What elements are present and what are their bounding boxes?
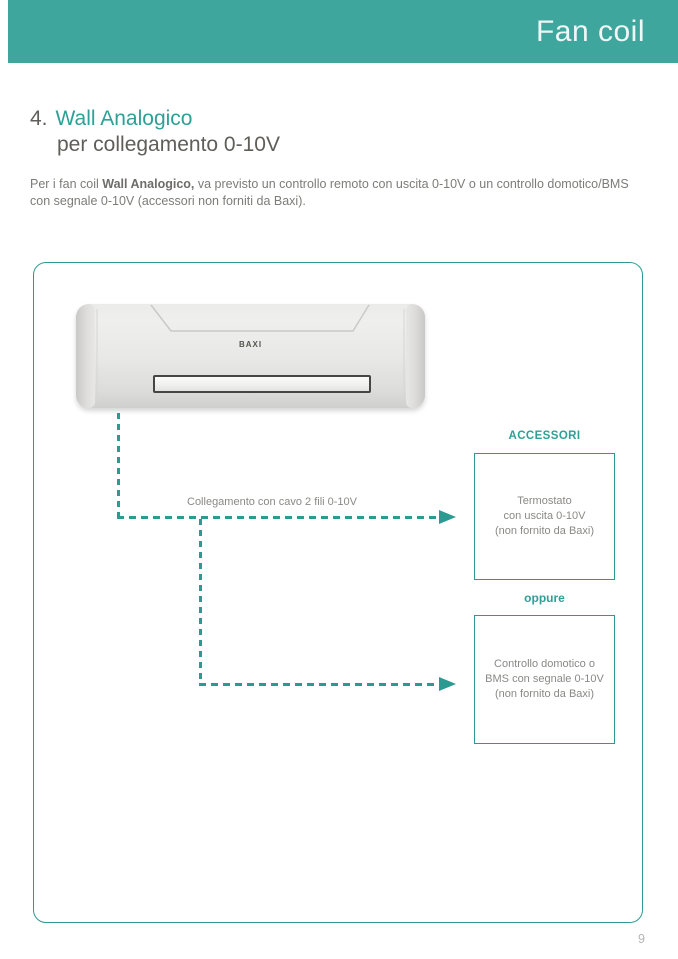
baxi-logo: BAXI (238, 340, 263, 349)
section-title: Wall Analogico (55, 107, 193, 130)
fan-coil-unit (76, 304, 425, 408)
thermostat-box-line2: con uscita 0-10V (503, 510, 586, 522)
header-bar (8, 0, 678, 63)
arrow-right-icon (439, 510, 456, 524)
arrow-right-icon (439, 677, 456, 691)
unit-air-outlet (153, 375, 371, 393)
accessory-box-thermostat (474, 453, 615, 580)
intro-text-prefix: Per i fan coil (30, 177, 103, 191)
bms-box-line1: Controllo domotico o (494, 658, 595, 670)
thermostat-box-line3: (non fornito da Baxi) (494, 525, 595, 537)
connector-vertical-from-unit (117, 413, 120, 519)
section-heading-line1 (30, 106, 280, 132)
diagram-box (33, 262, 643, 923)
intro-text-line1-rest: va previsto un controllo remoto con uscita 0-10V o un controllo domotico/BMS (194, 177, 629, 191)
section-heading (30, 106, 280, 158)
intro-paragraph (30, 176, 645, 210)
intro-text-bold: Wall Analogico, (102, 177, 195, 191)
page-title: Fan coil (535, 15, 645, 48)
section-number: 4. (30, 107, 48, 130)
page-number: 9 (638, 932, 645, 946)
connector-vertical-branch (199, 519, 202, 683)
cable-label: Collegamento con cavo 2 fili 0-10V (187, 496, 357, 508)
or-label: oppure (524, 591, 565, 605)
bms-box-line3: (non fornito da Baxi) (494, 688, 595, 700)
connector-horizontal-to-bms (199, 683, 439, 686)
thermostat-box-line1: Termostato (517, 495, 572, 507)
accessory-box-bms (474, 615, 615, 744)
intro-text-line2: con segnale 0-10V (accessori non forniti da Baxi). (30, 194, 306, 208)
section-subtitle: per collegamento 0-10V (57, 133, 280, 156)
bms-box-line2: BMS con segnale 0-10V (485, 673, 604, 685)
accessories-label: ACCESSORI (508, 430, 581, 442)
connector-horizontal-to-thermostat (117, 516, 439, 519)
